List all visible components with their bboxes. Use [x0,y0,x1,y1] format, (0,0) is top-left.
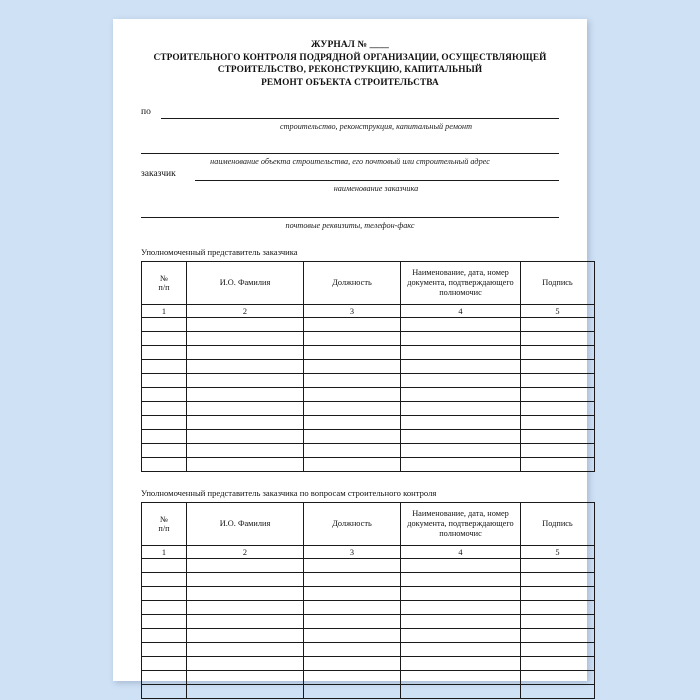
table-cell-empty[interactable] [187,643,304,657]
table-row[interactable] [142,318,595,332]
table-cell-empty[interactable] [304,388,401,402]
field-rule-zakazchik[interactable] [195,180,559,181]
table-cell-empty[interactable] [304,318,401,332]
table-cell-empty[interactable] [142,601,187,615]
table-cell-empty[interactable] [521,430,595,444]
table-cell-empty[interactable] [401,685,521,699]
table-cell-empty[interactable] [187,671,304,685]
table-cell-empty[interactable] [304,615,401,629]
table-cell-empty[interactable] [304,444,401,458]
table-header-row [142,262,595,305]
table-cell-empty[interactable] [521,388,595,402]
table-cell-empty[interactable] [401,601,521,615]
table-cell-empty[interactable] [187,416,304,430]
table-cell-empty[interactable] [401,643,521,657]
table-cell-empty[interactable] [401,657,521,671]
table-cell-empty[interactable] [142,444,187,458]
table-cell-empty[interactable] [187,629,304,643]
table-row[interactable] [142,430,595,444]
table-cell-empty[interactable] [304,332,401,346]
cell-number-4: 4 [401,546,521,559]
table-row[interactable] [142,601,595,615]
table-cell-empty[interactable] [142,629,187,643]
table-cell-empty[interactable] [401,587,521,601]
table-cell-empty[interactable] [304,559,401,573]
section-heading-2: Уполномоченный представитель заказчика по вопросам строительного контроля [141,488,437,498]
column-header-number-top: № [160,273,168,283]
table-cell-empty[interactable] [187,444,304,458]
table-row[interactable] [142,559,595,573]
document-page [113,19,587,681]
table-cell-empty[interactable] [521,346,595,360]
table-row[interactable] [142,402,595,416]
field-rule-po[interactable] [161,118,559,119]
title-line-2: СТРОИТЕЛЬНОГО КОНТРОЛЯ ПОДРЯДНОЙ ОРГАНИЗАЦИИ, ОСУЩЕСТВЛЯЮЩЕЙ [153,52,547,63]
table-cell-empty[interactable] [187,685,304,699]
table-cell-empty[interactable] [401,615,521,629]
table-cell-empty[interactable] [142,332,187,346]
field-caption-zakazchik: наименование заказчика [333,184,419,193]
table-cell-empty[interactable] [521,332,595,346]
table-cell-empty[interactable] [304,374,401,388]
table-cell-empty[interactable] [521,615,595,629]
table-row[interactable] [142,458,595,472]
column-header-signature: Подпись [521,262,595,305]
table-cell-empty[interactable] [521,360,595,374]
cell-number-5: 5 [521,546,595,559]
table-cell-empty[interactable] [142,559,187,573]
table-row-numbers [142,305,595,318]
column-header-number-top: № [160,514,168,524]
table-cell-empty[interactable] [142,671,187,685]
table-cell-empty[interactable] [142,360,187,374]
column-header-number-bottom: п/п [158,283,170,292]
table-cell-empty[interactable] [521,458,595,472]
table-cell-empty[interactable] [304,573,401,587]
table-row[interactable] [142,360,595,374]
table-cell-empty[interactable] [521,671,595,685]
table-row[interactable] [142,615,595,629]
cell-number-1: 1 [142,546,187,559]
field-caption-po: строительство, реконструкция, капитальный ремонт [279,122,472,131]
table-cell-empty[interactable] [142,615,187,629]
table-cell-empty[interactable] [521,559,595,573]
table-cell-empty[interactable] [142,346,187,360]
table-cell-empty[interactable] [187,430,304,444]
table-cell-empty[interactable] [401,573,521,587]
table-header-row [142,503,595,546]
table-cell-empty[interactable] [521,629,595,643]
table-cell-empty[interactable] [187,458,304,472]
cell-number-2: 2 [187,546,304,559]
table-cell-empty[interactable] [521,402,595,416]
document-title [141,39,559,89]
table-row[interactable] [142,346,595,360]
table-cell-empty[interactable] [187,573,304,587]
table-cell-empty[interactable] [187,346,304,360]
table-cell-empty[interactable] [142,643,187,657]
column-header-name: И.О. Фамилия [187,262,304,305]
field-row-po[interactable] [141,107,559,120]
title-line-4: РЕМОНТ ОБЪЕКТА СТРОИТЕЛЬСТВА [261,77,439,88]
table-cell-empty[interactable] [304,671,401,685]
table-cell-empty[interactable] [187,559,304,573]
cell-number-3: 3 [304,305,401,318]
table-cell-empty[interactable] [304,657,401,671]
table-row[interactable] [142,587,595,601]
table-cell-empty[interactable] [401,416,521,430]
table-cell-empty[interactable] [304,360,401,374]
column-header-name: И.О. Фамилия [187,503,304,546]
table-cell-empty[interactable] [142,402,187,416]
table-cell-empty[interactable] [304,416,401,430]
table-cell-empty[interactable] [187,657,304,671]
table-cell-empty[interactable] [304,430,401,444]
table-row[interactable] [142,416,595,430]
column-header-number-bottom: п/п [158,524,170,533]
table-representatives-customer [141,261,595,472]
table-cell-empty[interactable] [401,346,521,360]
table-cell-empty[interactable] [521,416,595,430]
table-cell-empty[interactable] [401,444,521,458]
field-rule-object[interactable] [141,153,559,154]
table-row[interactable] [142,332,595,346]
section-heading-1: Уполномоченный представитель заказчика [141,247,298,257]
table-cell-empty[interactable] [142,573,187,587]
table-cell-empty[interactable] [401,402,521,416]
table-cell-empty[interactable] [401,629,521,643]
table-cell-empty[interactable] [401,360,521,374]
table-cell-empty[interactable] [187,601,304,615]
table-cell-empty[interactable] [304,346,401,360]
column-header-number [142,503,187,546]
table-cell-empty[interactable] [142,685,187,699]
table-row-numbers [142,546,595,559]
table-cell-empty[interactable] [142,388,187,402]
table-cell-empty[interactable] [401,671,521,685]
column-header-signature: Подпись [521,503,595,546]
field-caption-object: наименование объекта строительства, его почтовый или строительный адрес [210,157,490,166]
table-row[interactable] [142,685,595,699]
field-label-po: по [141,107,151,117]
field-row-requisites[interactable] [141,206,559,219]
field-row-object[interactable] [141,142,559,155]
table-representatives-control [141,502,595,699]
table-cell-empty[interactable] [521,643,595,657]
table-cell-empty[interactable] [187,587,304,601]
field-caption-requisites: почтовые реквизиты, телефон-факс [285,221,415,230]
table-cell-empty[interactable] [304,402,401,416]
column-header-position: Должность [304,503,401,546]
field-label-zakazchik: заказчик [141,169,176,179]
table-cell-empty[interactable] [142,416,187,430]
table-cell-empty[interactable] [521,444,595,458]
table-cell-empty[interactable] [187,360,304,374]
column-header-position: Должность [304,262,401,305]
cell-number-3: 3 [304,546,401,559]
field-rule-requisites[interactable] [141,217,559,218]
cell-number-1: 1 [142,305,187,318]
title-line-3: СТРОИТЕЛЬСТВО, РЕКОНСТРУКЦИЮ, КАПИТАЛЬНЫЙ [217,65,483,75]
title-line-1: ЖУРНАЛ № ____ [311,40,389,50]
table-cell-empty[interactable] [142,458,187,472]
table-cell-empty[interactable] [304,458,401,472]
table-row[interactable] [142,657,595,671]
table-body-2 [142,546,595,699]
table-cell-empty[interactable] [304,629,401,643]
table-row[interactable] [142,629,595,643]
table-cell-empty[interactable] [401,458,521,472]
page-content [141,39,573,699]
table-cell-empty[interactable] [304,685,401,699]
table-cell-empty[interactable] [521,587,595,601]
table-cell-empty[interactable] [187,374,304,388]
table-cell-empty[interactable] [521,657,595,671]
table-row[interactable] [142,671,595,685]
cell-number-5: 5 [521,305,595,318]
table-cell-empty[interactable] [401,559,521,573]
table-cell-empty[interactable] [401,318,521,332]
table-row[interactable] [142,643,595,657]
table-cell-empty[interactable] [521,601,595,615]
table-cell-empty[interactable] [187,615,304,629]
field-row-zakazchik[interactable] [141,169,559,182]
table-cell-empty[interactable] [401,374,521,388]
table-body-1 [142,305,595,472]
table-cell-empty[interactable] [187,332,304,346]
table-cell-empty[interactable] [142,657,187,671]
table-cell-empty[interactable] [142,430,187,444]
table-cell-empty[interactable] [304,643,401,657]
table-cell-empty[interactable] [521,685,595,699]
table-cell-empty[interactable] [142,318,187,332]
table-cell-empty[interactable] [187,388,304,402]
table-cell-empty[interactable] [304,601,401,615]
column-header-document: Наименование, дата, номер документа, подтверждающего полномочис [401,503,521,546]
table-cell-empty[interactable] [401,430,521,444]
table-row[interactable] [142,388,595,402]
table-cell-empty[interactable] [304,587,401,601]
table-cell-empty[interactable] [142,587,187,601]
cell-number-4: 4 [401,305,521,318]
table-cell-empty[interactable] [521,573,595,587]
table-cell-empty[interactable] [187,402,304,416]
table-cell-empty[interactable] [142,374,187,388]
table-row[interactable] [142,444,595,458]
table-cell-empty[interactable] [401,332,521,346]
cell-number-2: 2 [187,305,304,318]
column-header-document: Наименование, дата, номер документа, подтверждающего полномочис [401,262,521,305]
table-cell-empty[interactable] [521,374,595,388]
table-cell-empty[interactable] [401,388,521,402]
table-row[interactable] [142,374,595,388]
table-cell-empty[interactable] [187,318,304,332]
column-header-number [142,262,187,305]
table-row[interactable] [142,573,595,587]
table-cell-empty[interactable] [521,318,595,332]
